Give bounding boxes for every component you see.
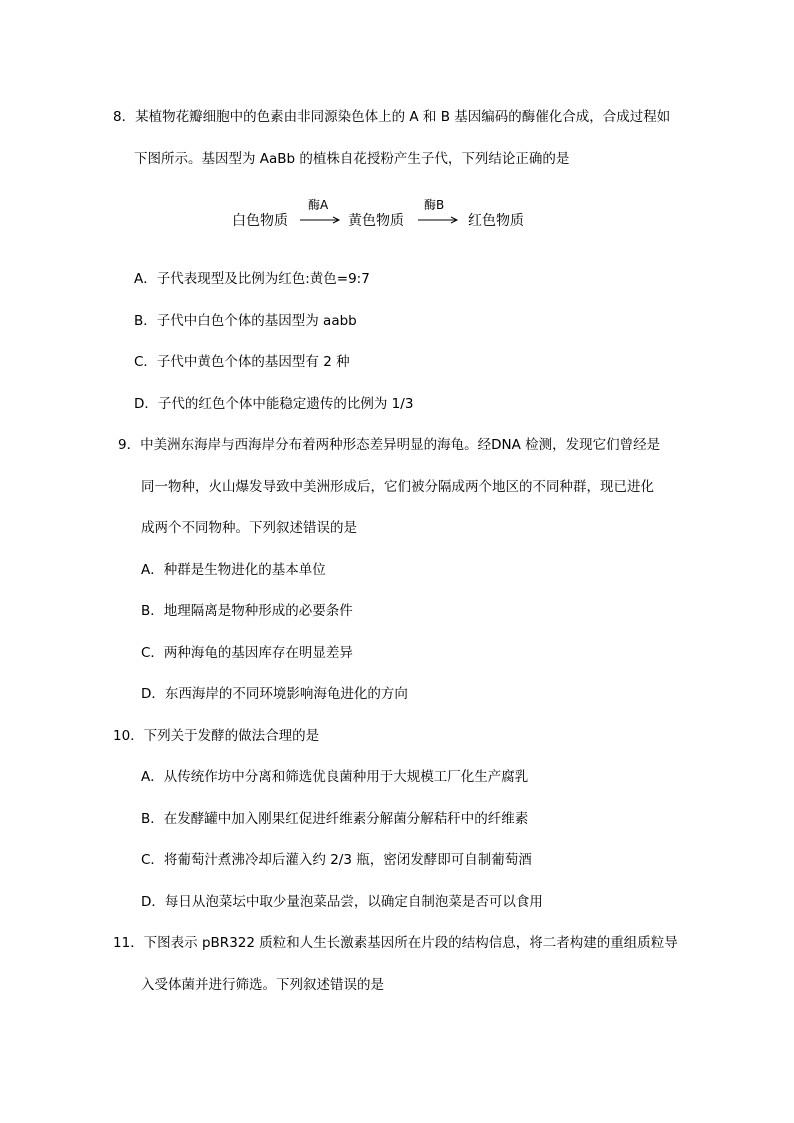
question-11-stem-line-2: 入受体菌并进行筛选。下列叙述错误的是 <box>141 977 384 993</box>
pathway-enzyme-a: 酶A <box>308 198 329 212</box>
question-11-line-1 <box>113 934 678 952</box>
question-8-option-d: D．子代的红色个体中能稳定遗传的比例为 1/3 <box>134 396 414 412</box>
question-10-stem-line-1: ．下列关于发酵的做法合理的是 <box>130 728 320 744</box>
question-8-stem-line-1: ．某植物花瓣细胞中的色素由非同源染色体上的 A 和 B 基因编码的酶催化合成，合成过程如 <box>121 109 671 125</box>
question-10-option-c: C．将葡萄汁煮沸冷却后灌入约 2/3 瓶，密闭发酵即可自制葡萄酒 <box>141 852 532 868</box>
question-8-option-a: A．子代表现型及比例为红色:黄色=9:7 <box>134 271 370 287</box>
question-9-option-b: B．地理隔离是物种形成的必要条件 <box>141 603 353 619</box>
question-11-number: 11 <box>113 935 131 951</box>
pathway-arrow-2-icon <box>418 216 460 224</box>
question-9-option-d: D．东西海岸的不同环境影响海龟进化的方向 <box>141 686 408 702</box>
question-10-option-d: D．每日从泡菜坛中取少量泡菜品尝，以确定自制泡菜是否可以食用 <box>141 894 543 910</box>
pathway-node-yellow: 黄色物质 <box>348 213 404 229</box>
question-8-line-1 <box>113 108 670 126</box>
pathway-arrow-1-icon <box>300 216 342 224</box>
question-9-option-a: A．种群是生物进化的基本单位 <box>141 562 326 578</box>
question-9-stem-line-1: ．中美洲东海岸与西海岸分布着两种形态差异明显的海龟。经DNA 检测，发现它们曾经是 <box>126 437 661 453</box>
question-9-stem-line-3: 成两个不同物种。下列叙述错误的是 <box>141 520 357 536</box>
question-10-option-b: B．在发酵罐中加入刚果红促进纤维素分解菌分解秸秆中的纤维素 <box>141 811 529 827</box>
pathway-node-red: 红色物质 <box>468 213 524 229</box>
question-9-number: 9 <box>118 437 127 453</box>
question-8-option-c: C．子代中黄色个体的基因型有 2 种 <box>134 354 350 370</box>
question-9-option-c: C．两种海龟的基因库存在明显差异 <box>141 645 353 661</box>
question-8-stem-line-2: 下图所示。基因型为 AaBb 的植株自花授粉产生子代，下列结论正确的是 <box>134 151 570 167</box>
question-8-option-b: B．子代中白色个体的基因型为 aabb <box>134 313 357 329</box>
question-9-stem-line-2: 同一物种，火山爆发导致中美洲形成后，它们被分隔成两个地区的不同种群，现已进化 <box>141 479 654 495</box>
question-10-line-1 <box>113 727 319 745</box>
question-10-number: 10 <box>113 728 131 744</box>
question-8-number: 8 <box>113 109 122 125</box>
question-9-line-1 <box>118 436 660 454</box>
pathway-enzyme-b: 酶B <box>424 198 445 212</box>
pathway-node-white: 白色物质 <box>232 213 288 229</box>
question-11-stem-line-1: ．下图表示 pBR322 质粒和人生长激素基因所在片段的结构信息，将二者构建的重组质粒导 <box>130 935 678 951</box>
pigment-pathway-diagram <box>232 196 552 236</box>
question-10-option-a: A．从传统作坊中分离和筛选优良菌种用于大规模工厂化生产腐乳 <box>141 769 529 785</box>
